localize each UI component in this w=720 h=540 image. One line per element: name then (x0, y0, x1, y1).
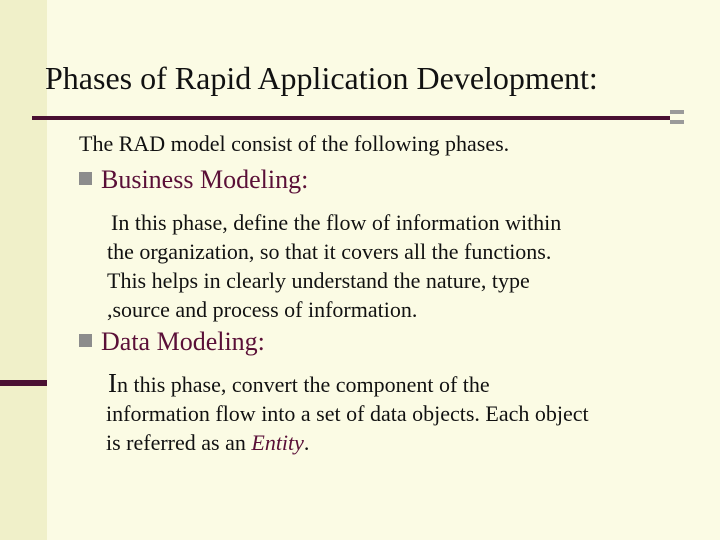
intro-text: The RAD model consist of the following phases. (79, 131, 510, 156)
line-suffix: . (303, 430, 310, 455)
bullet-data-modeling (79, 327, 265, 357)
side-strip (0, 0, 47, 540)
paragraph-line-rest: n this phase, convert the component of the (117, 372, 490, 397)
bullet-square-icon (79, 334, 92, 347)
paragraph-line: information flow into a set of data objects. Each object (106, 401, 589, 426)
paragraph-line: the organization, so that it covers all the functions. (107, 239, 552, 264)
bullet-business-modeling (79, 165, 308, 195)
side-accent-bar (0, 380, 47, 386)
title-rule-accent-bottom (670, 120, 684, 124)
paragraph-line (106, 369, 589, 399)
bullet-heading: Business Modeling: (101, 165, 309, 194)
bullet-heading: Data Modeling: (101, 327, 265, 356)
paragraph-line: ,source and process of information. (107, 297, 418, 322)
paragraph-line: This helps in clearly understand the nature, type (107, 268, 530, 293)
data-modeling-description (106, 369, 589, 457)
bullet-square-icon (79, 172, 92, 185)
slide-title: Phases of Rapid Application Development: (45, 60, 598, 96)
paragraph-line: In this phase, define the flow of information within (111, 210, 562, 235)
business-modeling-description (107, 208, 561, 324)
title-rule-accent-top (670, 110, 684, 114)
title-rule (32, 116, 670, 120)
line-prefix: is referred as an (106, 430, 252, 455)
drop-cap-letter: I (108, 368, 117, 398)
entity-term: Entity (251, 430, 304, 455)
paragraph-line (106, 428, 589, 457)
